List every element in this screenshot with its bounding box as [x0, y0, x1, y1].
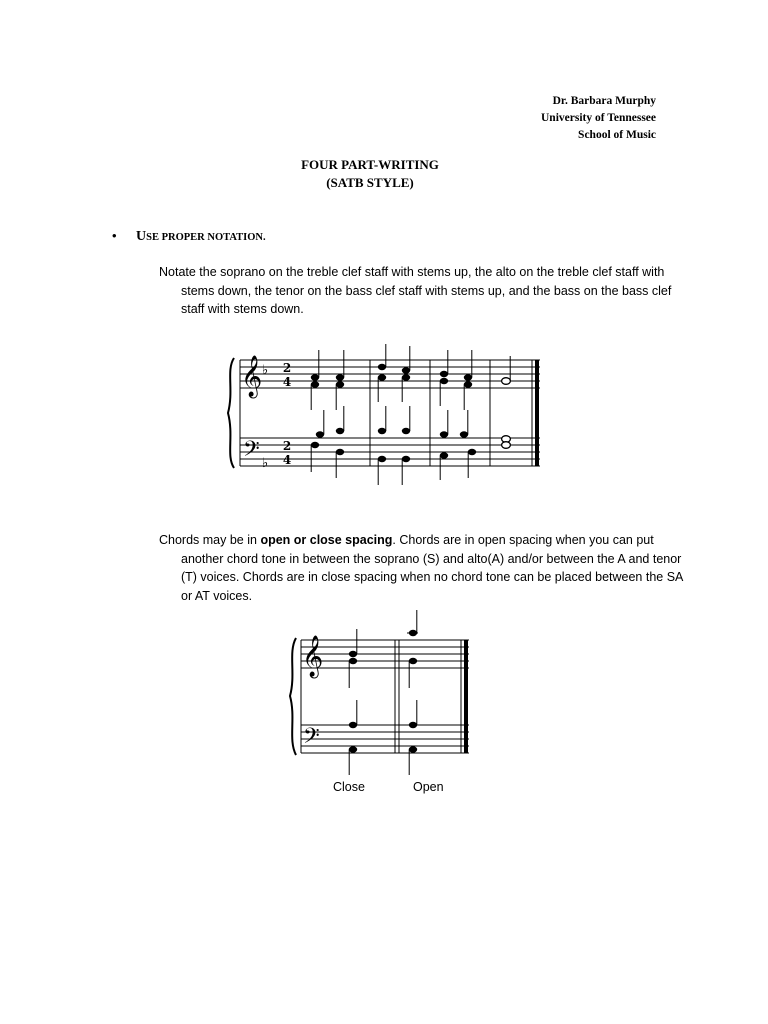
- open-chord: [407, 610, 418, 775]
- author-block: [541, 93, 656, 144]
- spacing-paragraph: [159, 531, 683, 605]
- brace-icon: [290, 638, 296, 755]
- satb-notation-example: [222, 340, 552, 488]
- chord-1: [311, 350, 324, 472]
- time-signature-bottom-treble: 4: [282, 375, 292, 389]
- spacing-paragraph-prefix: Chords may be in: [159, 533, 261, 547]
- bass-clef-icon: 𝄢: [243, 437, 260, 467]
- spacing-notation-example: [287, 618, 477, 778]
- close-label: Close: [333, 780, 365, 794]
- barlines: [370, 360, 532, 466]
- bullet-icon: •: [112, 228, 117, 243]
- open-label: Open: [413, 780, 444, 794]
- final-barline: [464, 640, 468, 753]
- notation-paragraph: Notate the soprano on the treble clef staff with stems up, the alto on the treble clef staff with stems down, the tenor on the bass clef staff with stems up, and the bass on the bass clef staff with stems down.: [159, 265, 672, 316]
- time-signature-bottom-bass: 4: [282, 453, 292, 467]
- double-barline: [395, 640, 399, 753]
- section-heading-initial: U: [136, 229, 147, 244]
- time-signature-top-treble: 2: [282, 361, 292, 375]
- key-signature-flat-bass: ♭: [262, 456, 269, 471]
- author-university: University of Tennessee: [541, 112, 656, 124]
- section-heading-text: SE PROPER NOTATION.: [146, 232, 266, 243]
- author-name: Dr. Barbara Murphy: [552, 95, 656, 107]
- treble-clef-icon: 𝄞: [241, 356, 263, 397]
- page-title: [0, 156, 740, 192]
- author-school: School of Music: [578, 129, 656, 141]
- section-heading: [112, 228, 266, 245]
- bass-clef-icon: 𝄢: [303, 724, 320, 754]
- key-signature-flat-treble: ♭: [262, 363, 269, 378]
- spacing-paragraph-emphasis: open or close spacing: [260, 533, 393, 547]
- chord-3: [378, 344, 386, 485]
- spacing-paragraph-suffix: . Chords are in open spacing when you can put another chord tone in between the soprano (S) and alto(A) and/or between the A and tenor (T) voices. Chords are in close spacing when no chord tone can be placed between the SA or AT voices.: [181, 533, 683, 603]
- final-barline: [535, 360, 539, 466]
- title-line-2: (SATB STYLE): [326, 175, 414, 190]
- chord-7: [502, 356, 511, 448]
- bass-staff-2: [301, 725, 469, 753]
- brace-icon: [228, 358, 234, 468]
- time-signature-top-bass: 2: [282, 439, 292, 453]
- treble-clef-icon: 𝄞: [302, 636, 324, 677]
- title-line-1: FOUR PART-WRITING: [301, 157, 439, 172]
- treble-staff-2: [301, 640, 469, 668]
- chord-5: [440, 350, 448, 480]
